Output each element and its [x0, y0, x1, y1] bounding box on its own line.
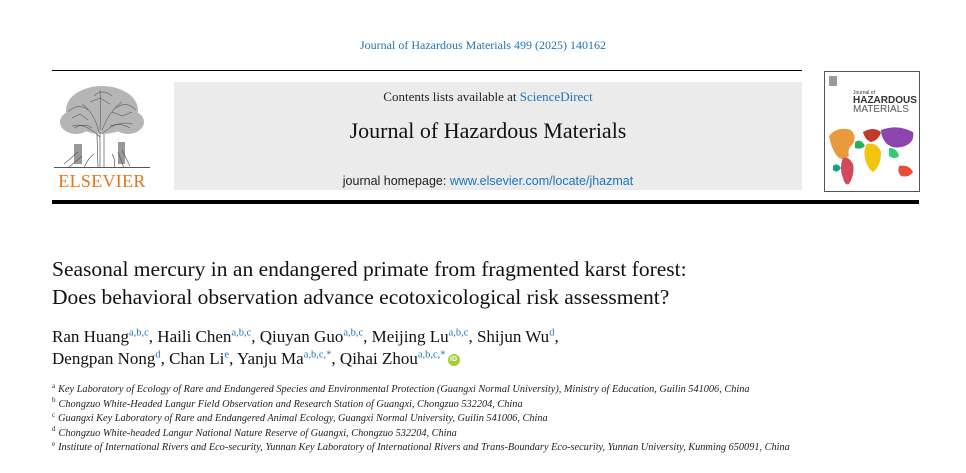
orcid-icon[interactable]: iD	[448, 354, 460, 366]
author-affiliation-marks[interactable]: e	[224, 349, 230, 361]
affiliation-item	[52, 383, 842, 398]
elsevier-wordmark: ELSEVIER	[58, 171, 146, 191]
author[interactable]	[169, 349, 229, 368]
journal-banner	[174, 82, 802, 190]
author-separator: ,	[363, 327, 372, 346]
author-name: Qihai Zhou	[339, 349, 418, 368]
affiliation-text: Chongzuo White-Headed Langur Field Observation and Research Station of Guangxi, Chongzuo 532204, China	[58, 398, 523, 410]
author-separator: ,	[251, 327, 260, 346]
author-name: Chan Li	[169, 349, 225, 368]
author-separator: ,	[148, 327, 158, 346]
author[interactable]	[157, 327, 251, 346]
elsevier-tree-icon	[54, 82, 150, 168]
author-affiliation-marks[interactable]: a,b,c	[128, 327, 149, 339]
author[interactable]	[52, 327, 149, 346]
author-separator: ,	[331, 349, 340, 368]
author-separator: ,	[554, 327, 559, 346]
affiliation-item	[52, 427, 842, 442]
affiliation-mark: e	[52, 439, 56, 448]
author-separator: ,	[468, 327, 477, 346]
cover-title-line1: HAZARDOUS	[853, 95, 917, 106]
affiliation-mark: c	[52, 410, 56, 419]
author-separator: ,	[160, 349, 170, 368]
author[interactable]	[340, 349, 446, 368]
elsevier-logo[interactable]	[52, 82, 152, 192]
affiliation-text: Key Laboratory of Ecology of Rare and Endangered Species and Environmental Protection (Guangxi Normal University), Ministry of Education, Guilin 541006, China	[58, 384, 750, 395]
world-map-icon	[825, 122, 919, 191]
author-affiliation-marks[interactable]: a,b,c	[343, 327, 364, 339]
article-title	[52, 255, 912, 311]
cover-title-line2: MATERIALS	[853, 104, 909, 115]
author-name: Dengpan Nong	[52, 349, 156, 368]
affiliation-text: Chongzuo White-headed Langur National Nature Reserve of Guangxi, Chongzuo 532204, China	[58, 427, 457, 439]
author[interactable]	[237, 349, 331, 368]
author-list	[52, 326, 912, 370]
author-name: Qiuyan Guo	[259, 327, 344, 346]
contents-line	[174, 89, 802, 105]
journal-homepage-link[interactable]: www.elsevier.com/locate/jhazmat	[449, 174, 634, 188]
journal-cover-thumbnail[interactable]	[824, 71, 920, 192]
affiliation-mark: a	[52, 381, 56, 390]
sciencedirect-link[interactable]: ScienceDirect	[519, 89, 593, 104]
author-name: Shijun Wu	[476, 327, 550, 346]
author-affiliation-marks[interactable]: a,b,c	[231, 327, 252, 339]
author-name: Meijing Lu	[371, 327, 449, 346]
contents-prefix: Contents lists available at	[383, 89, 520, 104]
article-title-line1: Seasonal mercury in an endangered primate from fragmented karst forest:	[52, 257, 687, 281]
affiliation-mark: b	[52, 396, 56, 405]
article-title-line2: Does behavioral observation advance ecotoxicological risk assessment?	[52, 285, 670, 309]
cover-elsevier-mark-icon	[829, 76, 837, 86]
author-name: Yanju Ma	[236, 349, 304, 368]
affiliation-text: Institute of International Rivers and Eco-security, Yunnan Key Laboratory of International Rivers and Trans-Boundary Eco-security, Yunnan University, Kunming 650091, China	[58, 442, 790, 453]
affiliation-item	[52, 398, 842, 413]
affiliation-mark: d	[52, 425, 56, 434]
author-name: Haili Chen	[157, 327, 232, 346]
homepage-line	[174, 174, 802, 188]
author[interactable]	[477, 327, 554, 346]
header-rule	[52, 70, 802, 71]
cover-small-text: Journal of	[853, 90, 875, 96]
author[interactable]	[52, 349, 161, 368]
affiliation-item	[52, 412, 842, 427]
journal-title[interactable]: Journal of Hazardous Materials	[349, 118, 627, 143]
cover-title	[853, 90, 917, 114]
author[interactable]	[372, 327, 469, 346]
header-thick-rule	[52, 200, 919, 204]
author-affiliation-marks[interactable]: a,b,c,*	[303, 349, 332, 361]
homepage-prefix: journal homepage:	[342, 174, 450, 188]
author-affiliation-marks[interactable]: a,b,c	[448, 327, 469, 339]
author-affiliation-marks[interactable]: d	[155, 349, 161, 361]
author-separator: ,	[229, 349, 237, 368]
author[interactable]	[260, 327, 363, 346]
journal-citation[interactable]: Journal of Hazardous Materials 499 (2025) 140162	[360, 38, 606, 52]
author-affiliation-marks[interactable]: a,b,c,*	[417, 349, 446, 361]
affiliation-text: Guangxi Key Laboratory of Rare and Endangered Animal Ecology, Guangxi Normal University, Guilin 541006, China	[58, 413, 548, 424]
affiliation-list	[52, 383, 842, 456]
affiliation-item	[52, 441, 842, 456]
author-name: Ran Huang	[52, 327, 129, 346]
author-affiliation-marks[interactable]: d	[549, 327, 555, 339]
